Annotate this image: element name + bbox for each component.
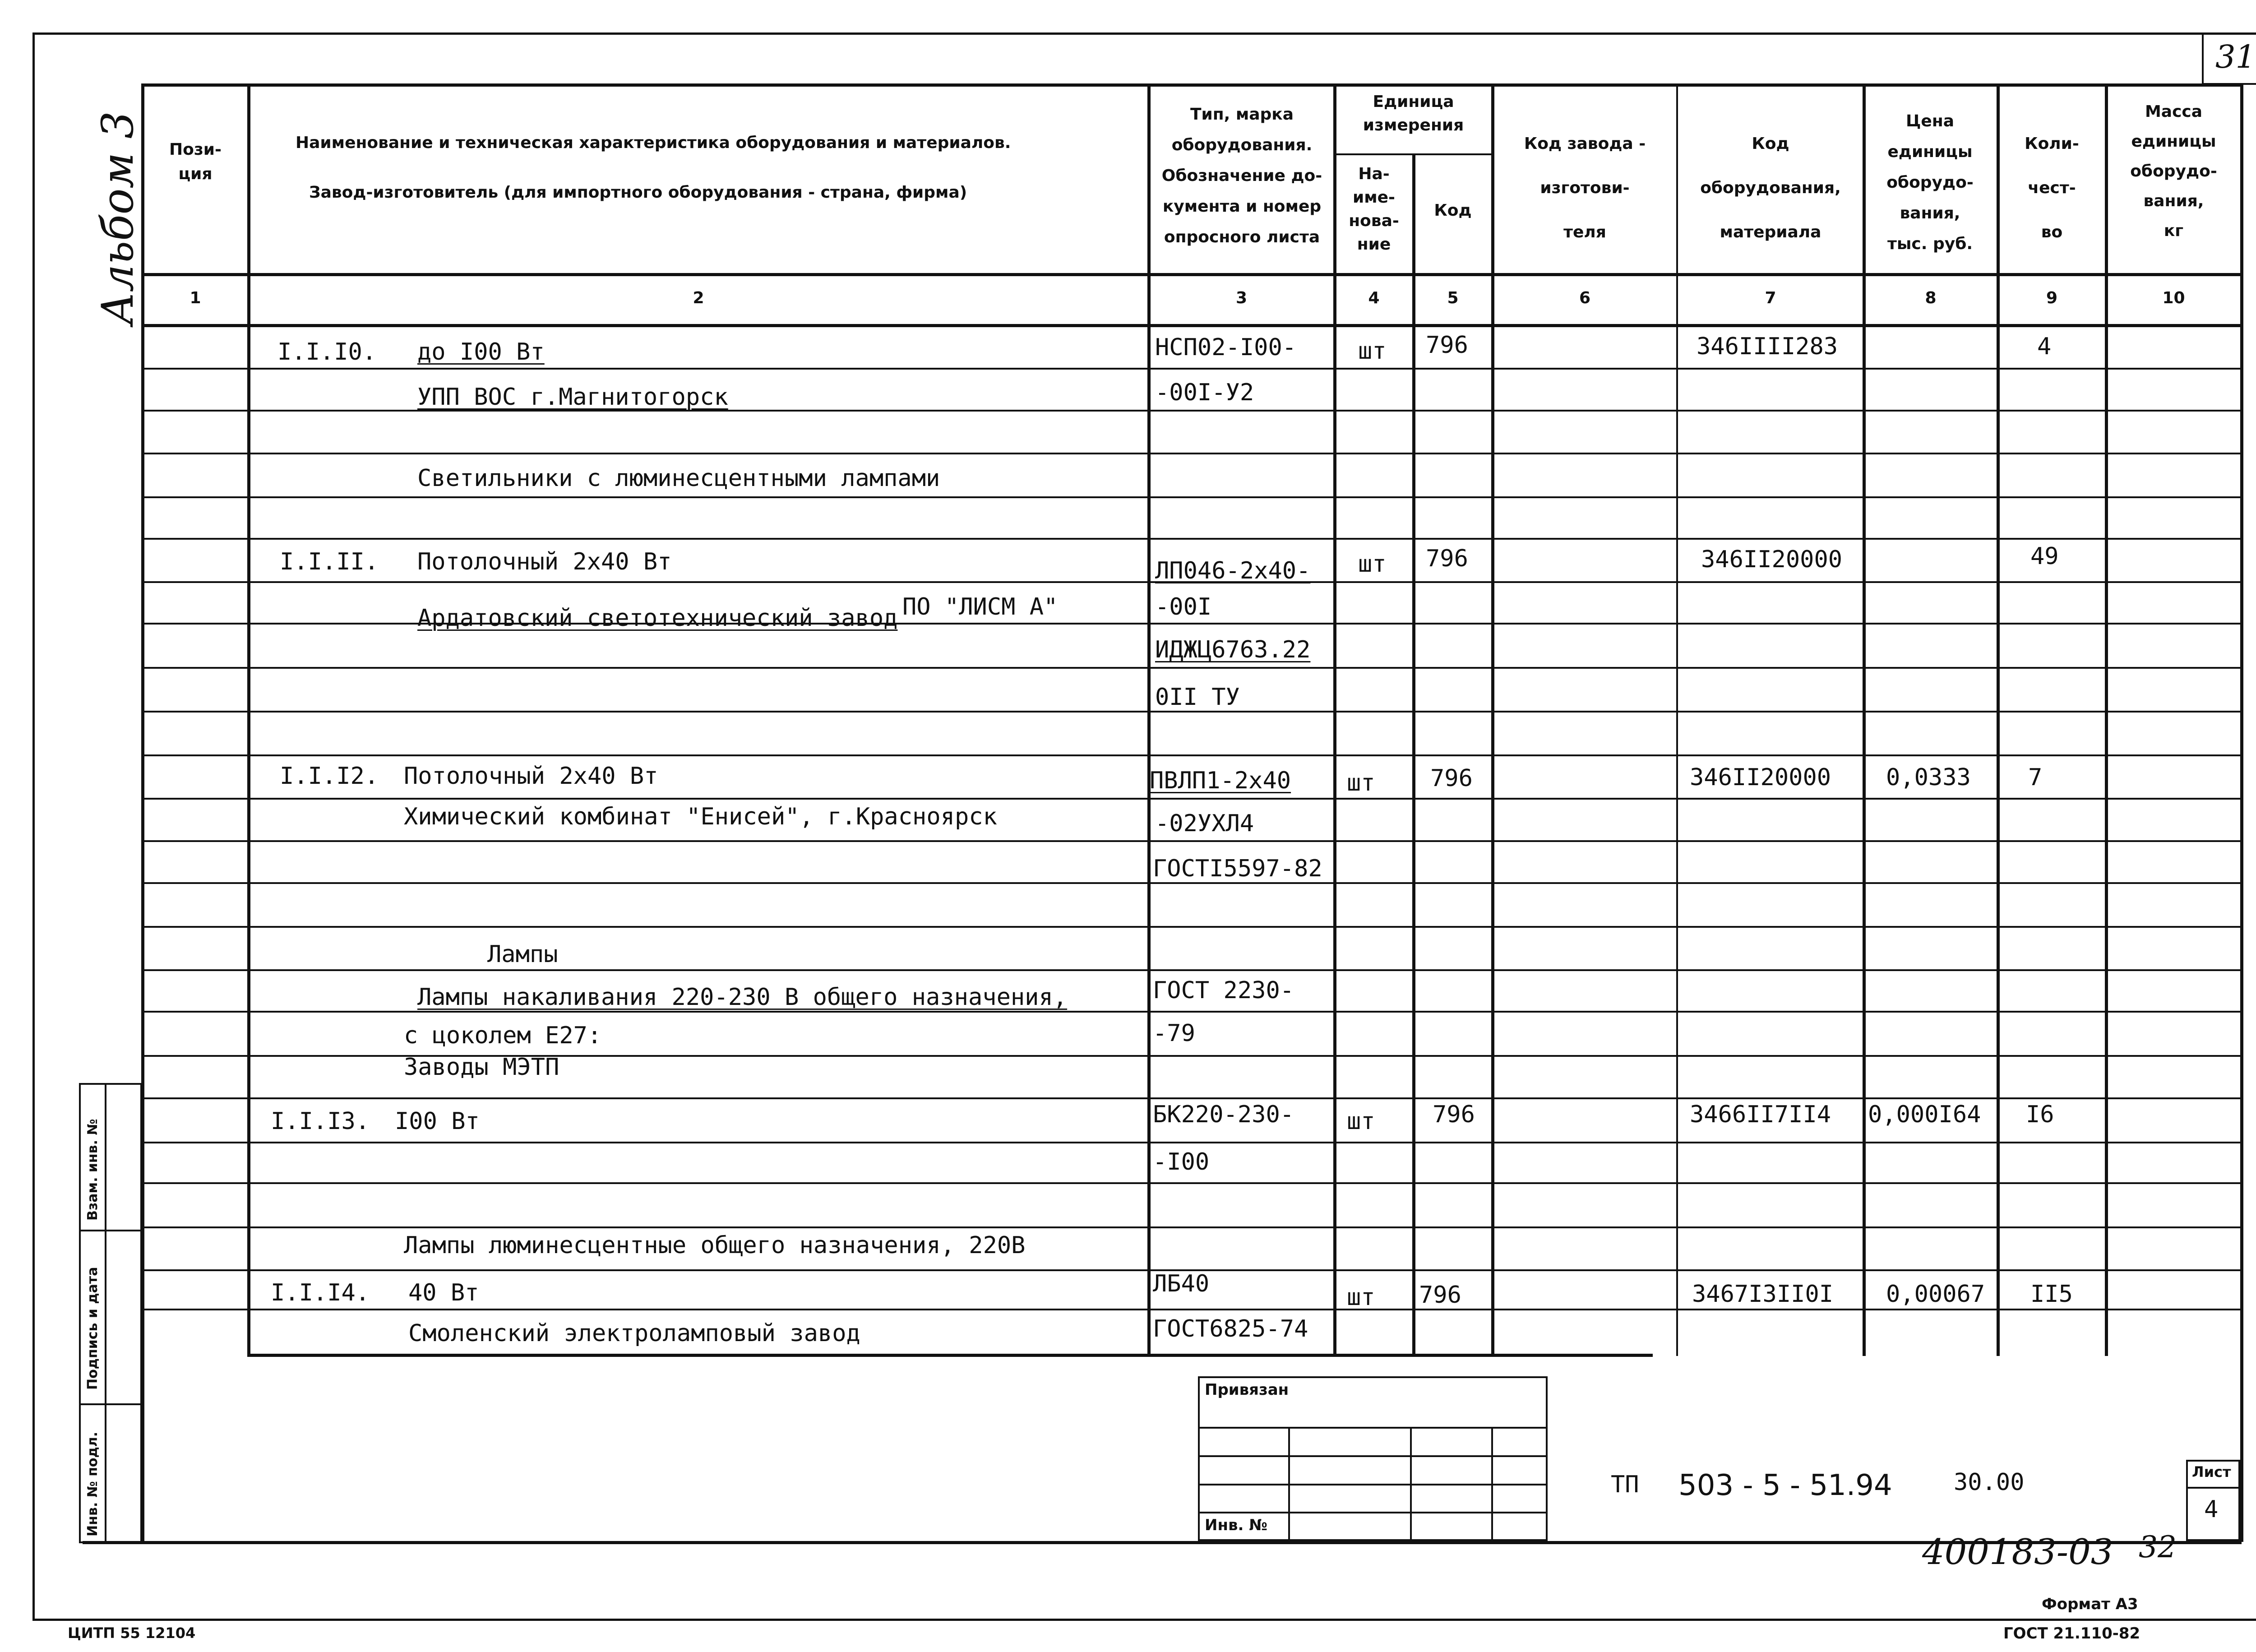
table-row-line	[141, 1182, 2242, 1184]
colnum-bottom-line	[141, 324, 2242, 327]
privyazan-col	[1288, 1427, 1290, 1541]
header-factory-code: Код завода - изготови- теля	[1524, 134, 1646, 241]
colnum-1: 1	[190, 289, 201, 307]
header-mass: Масса единицы оборудо- вания, кг	[2130, 102, 2217, 240]
row-type: -I00	[1153, 1148, 1210, 1175]
row-name: Потолочный 2х40 Вт	[417, 548, 672, 575]
group-heading: Лампы люминесцентные общего назначения, 220В	[404, 1232, 1026, 1259]
row-quantity: II5	[2030, 1281, 2073, 1308]
table-row-line	[141, 667, 2242, 669]
colnum-9: 9	[2046, 289, 2058, 307]
row-unit-code: 796	[1430, 765, 1473, 792]
table-row-line	[141, 882, 2242, 884]
header-unit-name: На- име- нова- ние	[1349, 165, 1399, 254]
row-type: НСП02-I00-	[1155, 334, 1297, 361]
header-name-line1: Наименование и техническая характеристика оборудования и материалов.	[296, 134, 1011, 152]
side-replace-inv: Взам. инв. №	[85, 1119, 101, 1221]
row-equipment-code: 346II20000	[1701, 546, 1843, 573]
row-unit: шт	[1347, 1284, 1375, 1311]
gost-label: ГОСТ 21.110-82	[2003, 1624, 2140, 1643]
header-quantity: Коли- чест- во	[2025, 134, 2079, 241]
pos-1112: I.I.I2.	[280, 763, 379, 790]
project-prefix: ТП	[1611, 1471, 1639, 1498]
privyazan-label: Привязан	[1205, 1381, 1289, 1399]
col9-right-line	[2105, 83, 2108, 1356]
col2-right-line	[1147, 83, 1151, 1356]
row-price: 0,00067	[1886, 1281, 1985, 1308]
header-equipment-code: Код оборудования, материала	[1700, 134, 1841, 241]
group-heading: Светильники с люминесцентными лампами	[417, 465, 940, 492]
side-original-inv: Инв. № подл.	[85, 1431, 101, 1536]
row-quantity: 49	[2030, 543, 2059, 570]
row-unit: шт	[1358, 551, 1387, 578]
header-name-line2: Завод-изготовитель (для импортного оборудования - страна, фирма)	[309, 183, 967, 202]
sheet-number: 4	[2204, 1496, 2219, 1523]
project-code: 503 - 5 - 51.94	[1678, 1469, 1892, 1502]
row-name: до I00 Вт	[417, 338, 545, 366]
row-name-extra: ПО "ЛИСМ А"	[902, 593, 1058, 620]
row-unit-code: 796	[1426, 545, 1468, 572]
row-type: ИДЖЦ6763.22	[1155, 636, 1311, 663]
row-name: УПП ВОС г.Магнитогорск	[417, 384, 728, 411]
row-type: ЛБ40	[1153, 1270, 1210, 1297]
row-equipment-code: 3466II7II4	[1690, 1101, 1831, 1128]
sheet-corner-number: 31	[2215, 38, 2256, 75]
table-row-line	[141, 754, 2242, 756]
side-stamp-line	[79, 1230, 142, 1231]
row-name: Потолочный 2х40 Вт	[404, 763, 658, 790]
privyazan-col	[1491, 1427, 1493, 1541]
colnum-2: 2	[693, 289, 704, 307]
colnum-3: 3	[1235, 289, 1248, 307]
colnum-10: 10	[2162, 289, 2185, 307]
row-equipment-code: 346IIII283	[1697, 333, 1838, 360]
table-row-line	[141, 1142, 2242, 1143]
table-row-line	[141, 840, 2242, 842]
section-number: 30.00	[1954, 1469, 2025, 1496]
table-row-line	[141, 1309, 2242, 1310]
table-row-line	[141, 798, 2242, 800]
row-unit: шт	[1358, 338, 1387, 365]
row-price: 0,0333	[1886, 764, 1971, 791]
side-stamp-divider	[105, 1083, 106, 1543]
table-row-line	[141, 711, 2242, 713]
row-unit: шт	[1347, 769, 1375, 796]
row-type: -00I	[1155, 593, 1212, 620]
outer-frame	[32, 32, 2256, 1621]
row-type: -79	[1153, 1020, 1195, 1047]
row-name: I00 Вт	[395, 1108, 480, 1135]
cittp-label: ЦИТП 55 12104	[68, 1624, 196, 1642]
table-row-line	[141, 926, 2242, 928]
header-bottom-line	[141, 273, 2242, 276]
col7-right-line	[1863, 83, 1866, 1356]
table-row-line	[141, 1226, 2242, 1228]
col3-right-line	[1333, 83, 1336, 1356]
row-name: Смоленский электроламповый завод	[408, 1320, 860, 1347]
col8-right-line	[1997, 83, 2000, 1356]
archive-page: 32	[2139, 1530, 2177, 1564]
row-type: -00I-У2	[1155, 379, 1254, 406]
row-equipment-code: 3467I3II0I	[1692, 1281, 1834, 1308]
sheet-bottom-line	[83, 1541, 2242, 1544]
row-name: с цоколем Е27:	[404, 1022, 602, 1049]
pos-1111: I.I.II.	[280, 548, 379, 575]
row-price: 0,000I64	[1868, 1101, 1981, 1128]
privyazan-line	[1198, 1484, 1548, 1485]
row-unit-code: 796	[1426, 332, 1468, 359]
col6-right-line	[1676, 83, 1678, 1356]
sheet-label: Лист	[2192, 1463, 2231, 1481]
colnum-7: 7	[1765, 289, 1776, 307]
row-unit: шт	[1347, 1108, 1375, 1135]
group-heading: Лампы	[487, 941, 558, 968]
row-name: Заводы МЭТП	[404, 1054, 559, 1081]
header-position: Пози- ция	[169, 140, 222, 183]
row-type: ГОСТ 2230-	[1153, 977, 1294, 1004]
colnum-6: 6	[1579, 289, 1591, 307]
col5-right-line	[1491, 83, 1494, 1356]
row-quantity: I6	[2026, 1101, 2054, 1128]
pos-1114: I.I.I4.	[271, 1279, 370, 1306]
table-row-line	[141, 453, 2242, 454]
privyazan-col	[1410, 1427, 1412, 1541]
colnum-5: 5	[1447, 289, 1459, 307]
table-row-line	[141, 368, 2242, 370]
row-name: Лампы накаливания 220-230 В общего назначения,	[417, 984, 1068, 1011]
row-unit-code: 796	[1419, 1282, 1461, 1309]
row-name: 40 Вт	[408, 1279, 479, 1306]
privyazan-line	[1198, 1427, 1548, 1429]
row-name: Ардатовский светотехнический завод	[417, 605, 898, 632]
row-type: ГОСТI5597-82	[1153, 855, 1322, 882]
col4-right-line	[1412, 153, 1415, 1356]
table-row-line	[141, 1011, 2242, 1013]
table-row-line	[141, 969, 2242, 971]
row-type: ГОСТ6825-74	[1153, 1315, 1308, 1342]
sheet-number-line	[2186, 1487, 2240, 1489]
row-quantity: 7	[2028, 764, 2043, 791]
side-stamp-line	[79, 1403, 142, 1405]
table-row-line	[141, 1097, 2242, 1099]
table-top-line	[141, 83, 2242, 87]
colnum-4: 4	[1368, 289, 1380, 307]
side-signature-date: Подпись и дата	[85, 1267, 101, 1390]
header-unit-code: Код	[1434, 201, 1472, 220]
row-type: БК220-230-	[1153, 1101, 1294, 1128]
row-type: -02УХЛ4	[1155, 810, 1254, 837]
header-unit-group: Единица измерения	[1363, 93, 1464, 134]
table-row-line	[141, 496, 2242, 498]
row-unit-code: 796	[1433, 1101, 1475, 1128]
row-type: 0II ТУ	[1155, 684, 1240, 711]
header-type: Тип, марка оборудования. Обозначение до- кумента и номер опросного листа	[1161, 105, 1322, 246]
row-quantity: 4	[2037, 333, 2052, 360]
privyazan-line	[1198, 1512, 1548, 1513]
album-label: Альбом 3	[92, 111, 143, 325]
format-label: Формат А3	[2042, 1595, 2138, 1613]
privyazan-line	[1198, 1455, 1548, 1457]
table-bottom-line	[247, 1354, 1653, 1357]
col1-right-line	[247, 83, 250, 1356]
row-name: Химический комбинат "Енисей", г.Красноярск	[404, 803, 997, 830]
pos-1110: I.I.I0.	[277, 338, 377, 366]
row-type: ПВЛП1-2х40	[1150, 767, 1291, 794]
header-price: Цена единицы оборудо- вания, тыс. руб.	[1886, 112, 1974, 253]
inv-no-label: Инв. №	[1205, 1516, 1268, 1534]
row-type: ЛП046-2х40-	[1155, 557, 1311, 584]
colnum-8: 8	[1925, 289, 1937, 307]
pos-1113: I.I.I3.	[271, 1108, 370, 1135]
archive-stamp: 400183-03	[1922, 1532, 2113, 1573]
row-equipment-code: 346II20000	[1690, 764, 1831, 791]
table-right-line	[2240, 83, 2243, 1542]
table-row-line	[141, 538, 2242, 540]
